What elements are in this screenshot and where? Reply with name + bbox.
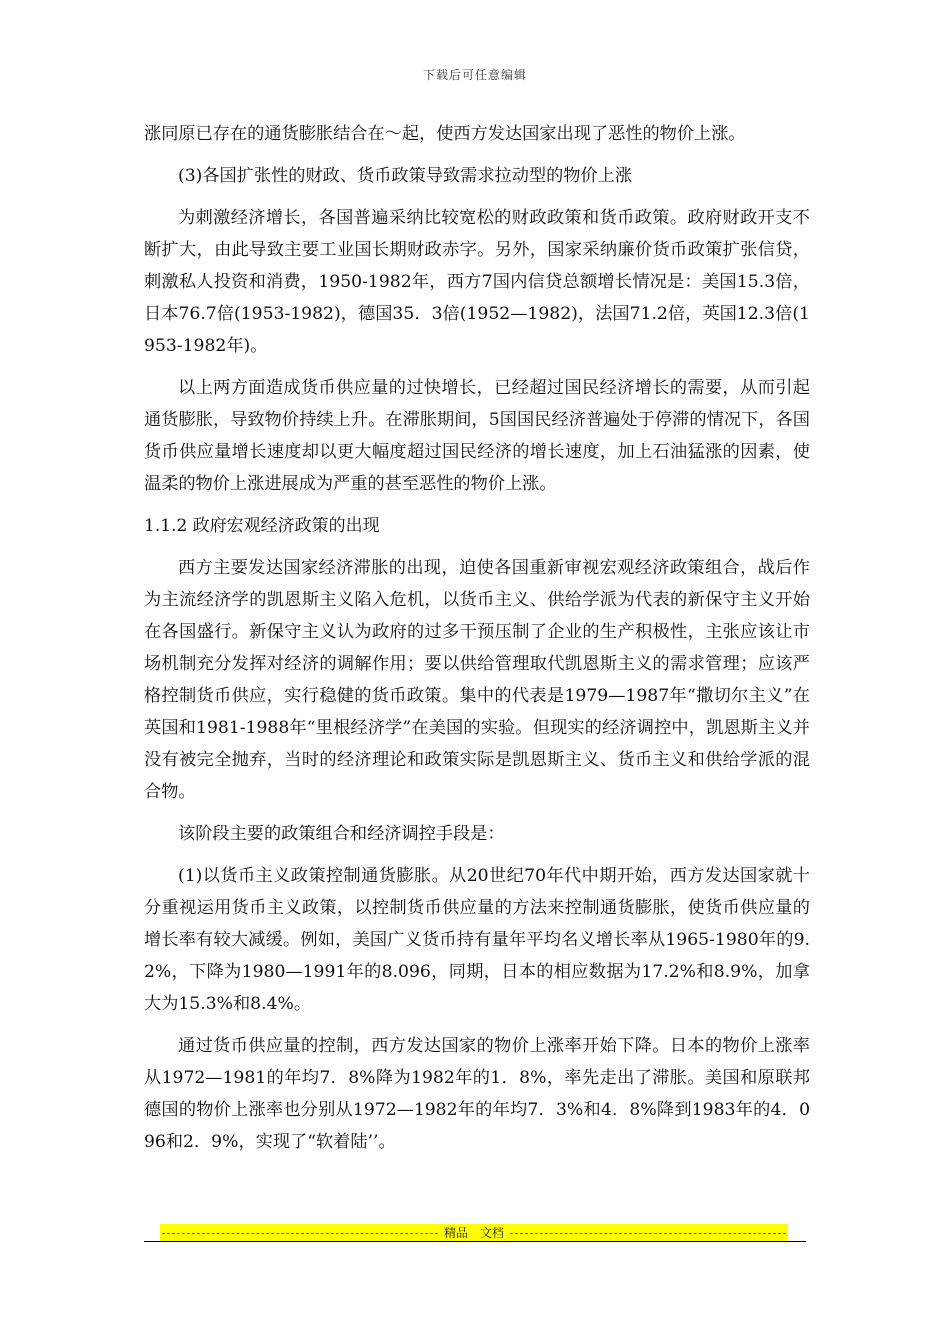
paragraph-new-conservatism: 西方主要发达国家经济滞胀的出现，迫使各国重新审视宏观经济政策组合，战后作为主流经济学的凯恩斯主义陷入危机，以货币主义、供给学派为代表的新保守主义开始在各国盛行。新保守主义认为政府的过多干预压制了企业的生产积极性，主张应该让市场机制充分发挥对经济的调解作用；要以供给管理取代凯恩斯主义的需求管理；应该严格控制货币供应，实行稳健的货币政策。集中的代表是1979—1987年“撒切尔主义”在英国和1981-1988年“里根经济学”在美国的实验。但现实的经济调控中，凯恩斯主义并没有被完全抛弃，当时的经济理论和政策实际是凯恩斯主义、货币主义和供给学派的混合物。 [144,558,810,802]
paragraph-monetarism: (1)以货币主义政策控制通货膨胀。从20世纪70年代中期开始，西方发达国家就十分重视运用货币主义政策，以控制货币供应量的方法来控制通货膨胀，使货币供应量的增长率有较大减缓。例如，美国广义货币持有量年平均名义增长率从1965-1980年的9.2%，下降为1980—1991年的8.096，同期，日本的相应数据为17.2%和8.9%，加拿大为15.3%和8.4%。 [144,866,810,1014]
footer-mark: 精品 文档 [444,1226,505,1240]
paragraph-price-decline: 通过货币供应量的控制，西方发达国家的物价上涨率开始下降。日本的物价上涨率从1972—1981的年均7．8%降为1982年的1．8%，率先走出了滞胀。美国和原联邦德国的物价上涨率也分别从1972—1982年的年均7．3%和4．8%降到1983年的4．096和2．9%，实现了“软着陆’’。 [144,1036,810,1152]
footer-rule [144,1241,806,1242]
paragraph-continuation: 涨同原已存在的通货膨胀结合在～起，使西方发达国家出现了恶性的物价上涨。 [144,124,746,144]
footer-dash-right [510,1233,786,1234]
section-title: 1.1.2 政府宏观经济政策的出现 [144,516,380,536]
document-body [144,118,810,1158]
subheading-expansionary-policy: (3)各国扩张性的财政、货币政策导致需求拉动型的物价上涨 [178,166,633,186]
footer-dash-left [162,1233,438,1234]
paragraph-money-supply-growth: 以上两方面造成货币供应量的过快增长，已经超过国民经济增长的需要，从而引起通货膨胀，导致物价持续上升。在滞胀期间，5国国民经济普遍处于停滞的情况下，各国货币供应量增长速度却以更大幅度超过国民经济的增长速度，加上石油猛涨的因素，使温柔的物价上涨进展成为严重的甚至恶性的物价上涨。 [144,378,810,494]
page-header: 下载后可任意编辑 [422,68,527,82]
paragraph-fiscal-monetary: 为刺激经济增长，各国普遍采纳比较宽松的财政政策和货币政策。政府财政开支不断扩大，由此导致主要工业国长期财政赤字。另外，国家采纳廉价货币政策扩张信贷，刺激私人投资和消费，1950-1982年，西方7国内信贷总额增长情况是：美国15.3倍，日本76.7倍(1953-1982)，德国35．3倍(1952—1982)，法国71.2倍，英国12.3倍(1953-1982年)。 [144,208,810,356]
paragraph-policy-intro: 该阶段主要的政策组合和经济调控手段是： [178,824,505,844]
footer-watermark-bar [160,1224,788,1242]
